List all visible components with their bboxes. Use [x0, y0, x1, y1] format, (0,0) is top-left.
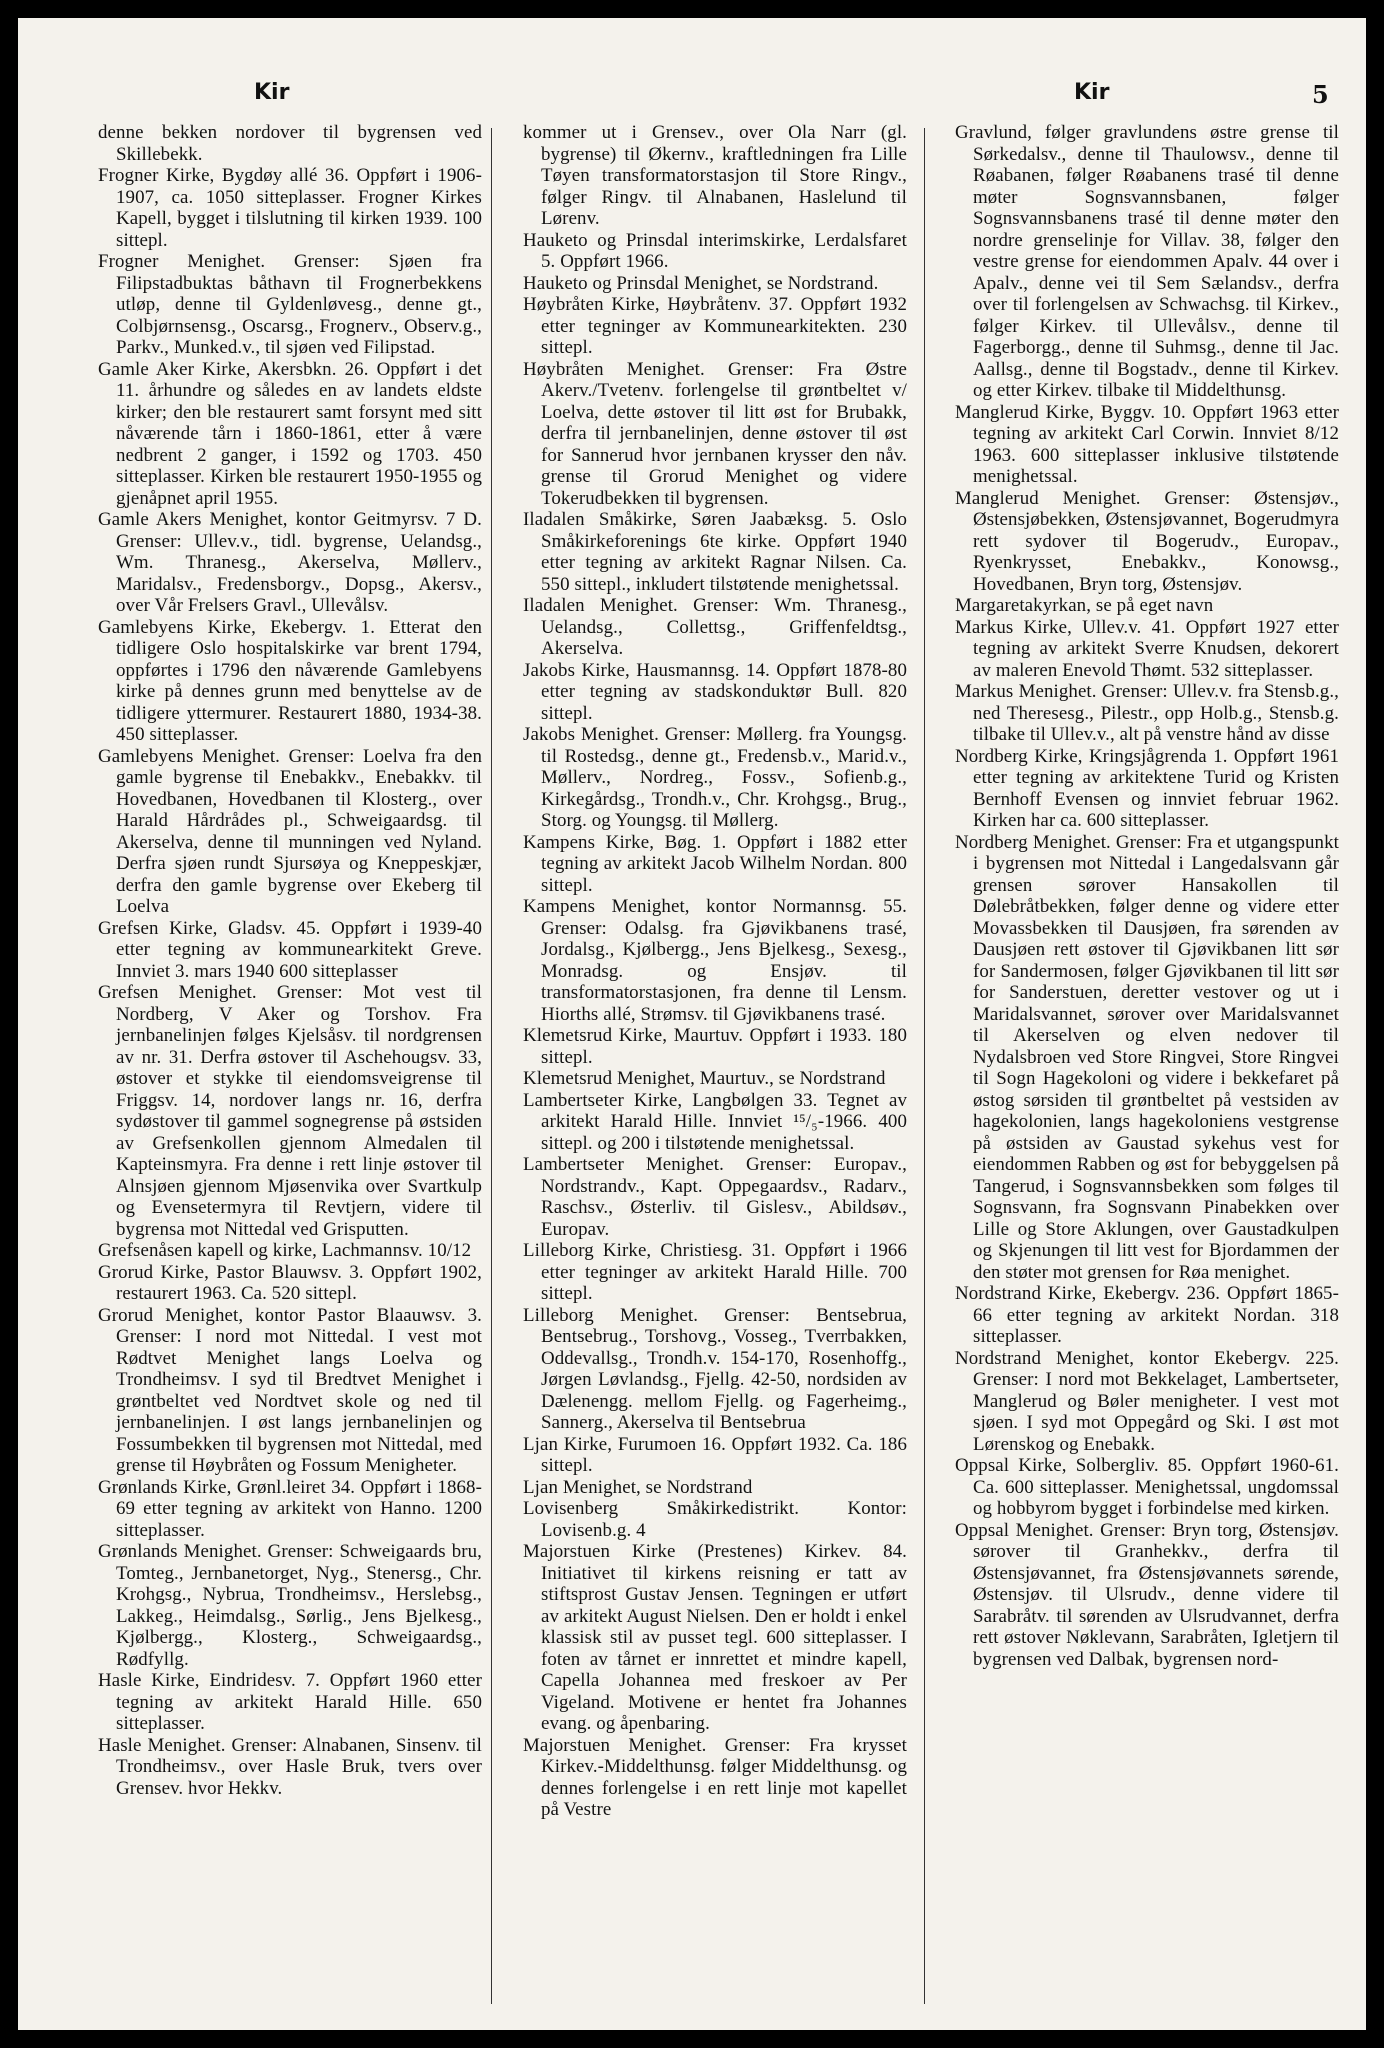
directory-entry: Kampens Menighet, kontor Normannsg. 55. Grenser: Odalsg. fra Gjøvikbanens trasé, Jordalsg., Kjølbergg., Jens Bjelkesg., Sexesg., Monradsg. og Ensjøv. til transformatorstasjonen, fra denne til Lensm. Hiorths allé, Strømsv. til Gjøvikbanens trasé. [523, 896, 907, 1025]
directory-entry: Markus Kirke, Ullev.v. 41. Oppført 1927 etter tegning av arkitekt Sverre Knudsen, dekorert av maleren Enevold Thømt. 532 sitteplasser. [955, 616, 1339, 681]
directory-entry: Oppsal Menighet. Grenser: Bryn torg, Østensjøv. sørover til Granhekkv., derfra til Østensjøvannet, fra Østensjøvannets sørende, Østensjøv. til Ulsrudv., denne videre til Sarabråtv. til sørenden av Ulsrudvannet, derfra rett østover Nøklevann, Sarabråten, Igletjern til bygrensen ved Dalbak, bygrensen nord- [955, 1519, 1339, 1670]
directory-entry: Grefsen Menighet. Grenser: Mot vest til Nordberg, V Aker og Torshov. Fra jernbanelinjen følges Kjelsåsv. til nordgrensen av nr. 31. Derfra østover til Aschehougsv. 33, østover et stykke til eiendomsveigrense til Friggsv. 14, nordover langs nr. 16, derfra sydøstover til gammel sognegrense på østsiden av Grefsenkollen gjennom Almedalen til Kapteinsmyra. Fra denne i rett linje østover til Alnsjøen gjennom Mjøsenvika over Svartkulp og Evensetermyra til Revtjern, videre til bygrensa mot Nittedal ved Grisputten. [98, 982, 482, 1240]
directory-entry: Manglerud Kirke, Byggv. 10. Oppført 1963 etter tegning av arkitekt Carl Corwin. Innviet 8/12 1963. 600 sitteplasser inklusive tilstøtende menighetssal. [955, 401, 1339, 487]
directory-entry: Manglerud Menighet. Grenser: Østensjøv., Østensjøbekken, Østensjøvannet, Bogerudmyra rett sydover til Bogerudv., Europav., Ryenkrysset, Enebakkv., Konowsg., Hovedbanen, Bryn torg, Østensjøv. [955, 487, 1339, 595]
directory-entry: Frogner Menighet. Grenser: Sjøen fra Filipstadbuktas båthavn til Frognerbekkens utløp, denne til Gyldenløvesg., denne gt., Colbjørnsensg., Oscarsg., Frognerv., Observ.g., Parkv., Munked.v., til sjøen ved Filipstad. [98, 251, 482, 358]
directory-entry: Nordstrand Menighet, kontor Ekebergv. 225. Grenser: I nord mot Bekkelaget, Lambertseter, Manglerud og Bøler menigheter. I vest mot sjøen. I syd mot Oppegård og Ski. I øst mot Lørenskog og Enebakk. [955, 1347, 1339, 1455]
directory-entry: Grefsenåsen kapell og kirke, Lachmannsv. 10/12 [98, 1240, 472, 1261]
directory-entry: Jakobs Menighet. Grenser: Møllerg. fra Youngsg. til Rostedsg., denne gt., Fredensb.v., Marid.v., Møllerv., Nordreg., Fossv., Sofienb.g., Kirkegårdsg., Trondh.v., Chr. Krohgsg., Brug., Storg. og Youngsg. til Møllerg. [523, 724, 907, 831]
directory-entry: Ljan Kirke, Furumoen 16. Oppført 1932. Ca. 186 sittepl. [523, 1433, 907, 1476]
directory-entry: Grorud Kirke, Pastor Blauwsv. 3. Oppført 1902, restaurert 1963. Ca. 520 sittepl. [98, 1261, 482, 1304]
directory-entry: Hasle Menighet. Grenser: Alnabanen, Sinsenv. til Trondheimsv., over Hasle Bruk, tvers over Grensev. hvor Hekkv. [98, 1734, 482, 1799]
directory-entry: Margaretakyrkan, se på eget navn [955, 595, 1214, 616]
directory-entry: Gamlebyens Menighet. Grenser: Loelva fra den gamle bygrense til Enebakkv., Enebakkv. til Hovedbanen, Hovedbanen til Klosterg., over Harald Hårdrådes pl., Schweigaardsg. til Akerselva, denne til munningen ved Nyland. Derfra sjøen rundt Sjursøya og Kneppeskjær, derfra den gamle bygrense over Ekeberg til Loelva [98, 745, 482, 917]
text-column-3 [955, 122, 1339, 2016]
directory-entry: Grefsen Kirke, Gladsv. 45. Oppført i 1939-40 etter tegning av kommunearkitekt Greve. Innviet 3. mars 1940 600 sitteplasser [98, 917, 482, 982]
directory-entry: Hauketo og Prinsdal Menighet, se Nordstrand. [523, 272, 879, 294]
directory-entry: Gravlund, følger gravlundens østre grense til Sørkedalsv., denne til Thaulowsv., denne til Røabanen, følger Røabanens trasé til denne møter Sognsvannsbanen, følger Sognsvannsbanens trasé til denne møter den nordre grenselinje for Villav. 38, følger den vestre grense for eiendommen Apalv. 44 over i Apalv., denne vei til Sem Sælandsv., derfra over til forlengelsen av Schwachsg. til Kirkev., følger Kirkev. til Ullevålsv., denne til Fagerborgg., denne til Suhmsg., denne til Jac. Aallsg., denne til Bogstadv., denne til Kirkev. og etter Kirkev. tilbake til Middelthunsg. [955, 122, 1339, 401]
directory-entry: Lovisenberg Småkirkedistrikt. Kontor: Lovisenb.g. 4 [523, 1498, 907, 1541]
directory-entry: Lilleborg Kirke, Christiesg. 31. Oppført i 1966 etter tegninger av arkitekt Harald Hille. 700 sittepl. [523, 1240, 907, 1304]
directory-entry: Klemetsrud Menighet, Maurtuv., se Nordstrand [523, 1068, 886, 1089]
directory-entry: Frogner Kirke, Bygdøy allé 36. Oppført i 1906-1907, ca. 1050 sitteplasser. Frogner Kirkes Kapell, bygget i tilslutning til kirken 1939. 100 sittepl. [98, 165, 482, 251]
directory-entry: Høybråten Menighet. Grenser: Fra Østre Akerv./Tvetenv. forlengelse til grøntbeltet v/ Loelva, dette østover til litt øst for Brubakk, derfra til jernbanelinjen, denne østover til øst for Sannerud hvor jernbanen krysser den nåv. grense til Grorud Menighet og videre Tokerudbekken til bygrensen. [523, 358, 907, 509]
page-number: 5 [1312, 80, 1329, 109]
directory-entry: Hasle Kirke, Eindridesv. 7. Oppført 1960 etter tegning av arkitekt Harald Hille. 650 sitteplasser. [98, 1670, 482, 1734]
directory-entry: Gamlebyens Kirke, Ekebergv. 1. Etterat den tidligere Oslo hospitalskirke var brent 1794, oppførtes i 1796 den nåværende Gamlebyens kirke på dennes grunn med benyttelse av de tidligere yttermurer. Restaurert 1880, 1934-38. 450 sitteplasser. [98, 616, 482, 745]
directory-entry: Majorstuen Kirke (Prestenes) Kirkev. 84. Initiativet til kirkens reisning er tatt av stiftsprost Gustav Jensen. Tegningen er utført av arkitekt August Nielsen. Den er holdt i enkel klassisk stil av pusset tegl. 600 sitteplasser. I foten av tårnet er innrettet et mindre kapell, Capella Johannea med freskoer av Per Vigeland. Motivene er hentet fra Johannes evang. og åpenbaring. [523, 1541, 907, 1734]
directory-page [18, 18, 1366, 2030]
directory-entry: Lambertseter Menighet. Grenser: Europav., Nordstrandv., Kapt. Oppegaardsv., Radarv., Raschsv., Østerliv. til Gislesv., Abildsøv., Europav. [523, 1154, 907, 1240]
text-column-1 [98, 122, 482, 2016]
directory-entry: kommer ut i Grensev., over Ola Narr (gl. bygrense) til Økernv., kraftledningen fra Lille Tøyen transformatorstasjon til Store Ringv., følger Ringv. til Alnabanen, Haslelund til Lørenv. [523, 122, 907, 229]
directory-entry: Majorstuen Menighet. Grenser: Fra krysset Kirkev.-Middelthunsg. følger Middelthunsg. og dennes forlengelse i en rett linje mot kapellet på Vestre [523, 1734, 907, 1820]
column-divider [924, 128, 925, 2004]
directory-entry: Iladalen Småkirke, Søren Jaabæksg. 5. Oslo Småkirkeforenings 6te kirke. Oppført 1940 etter tegning av arkitekt Ragnar Nilsen. Ca. 550 sittepl., inkludert tilstøtende menighetssal. [523, 509, 907, 595]
directory-entry: Grønlands Menighet. Grenser: Schweigaards bru, Tomteg., Jernbanetorget, Nyg., Stenersg., Chr. Krohgsg., Nybrua, Trondheimsv., Herslebsg., Lakkeg., Heimdalsg., Sørlig., Jens Bjelkesg., Kjølbergg., Klosterg., Schweigaardsg., Rødfyllg. [98, 1541, 482, 1670]
directory-entry: Iladalen Menighet. Grenser: Wm. Thranesg., Uelandsg., Collettsg., Griffenfeldtsg., Akerselva. [523, 595, 907, 659]
directory-entry: Jakobs Kirke, Hausmannsg. 14. Oppført 1878-80 etter tegning av stadskonduktør Bull. 820 sittepl. [523, 659, 907, 724]
directory-entry: Nordberg Kirke, Kringsjågrenda 1. Oppført 1961 etter tegning av arkitektene Turid og Kristen Bernhoff Evensen og innviet februar 1962. Kirken har ca. 600 sitteplasser. [955, 745, 1339, 831]
directory-entry: Grorud Menighet, kontor Pastor Blaauwsv. 3. Grenser: I nord mot Nittedal. I vest mot Rødtvet Menighet langs Loelva og Trondheimsv. I syd til Bredtvet Menighet i grøntbeltet ved Nordtvet skole og ned til jernbanelinjen. I øst langs jernbanelinjen og Fossumbekken til bygrensen mot Nittedal, med grense til Høybråten og Fossum Menigheter. [98, 1304, 482, 1476]
column-divider [491, 128, 492, 2004]
directory-entry: Lilleborg Menighet. Grenser: Bentsebrua, Bentsebrug., Torshovg., Vosseg., Tverrbakken, Oddevallsg., Trondh.v. 154-170, Rosenhoffg., Jørgen Løvlandsg., Fjellg. 42-50, nordsiden av Dælenengg. mellom Fjellg. og Fagerheimg., Sannerg., Akerselva til Bentsebrua [523, 1304, 907, 1433]
directory-entry: Lambertseter Kirke, Langbølgen 33. Tegnet av arkitekt Harald Hille. Innviet ¹⁵/₅-1966. 400 sittepl. og 200 i tilstøtende menighetssal. [523, 1089, 907, 1154]
directory-entry: Grønlands Kirke, Grønl.leiret 34. Oppført i 1868-69 etter tegning av arkitekt von Hanno. 1200 sitteplasser. [98, 1476, 482, 1541]
directory-entry: Nordberg Menighet. Grenser: Fra et utgangspunkt i bygrensen mot Nittedal i Langedalsvann går grensen sørover Hansakollen til Dølebråtbekken, følger denne og videre etter Movassbekken til Dausjøen, fra sørenden av Dausjøen rett østover til Gjøvikbanen litt sør for Sandermosen, følger Gjøvikbanen til litt sør for Sanderstuen, deretter vestover og ut i Maridalsvannet, sørover over Maridalsvannet til Akerselven og elven nedover til Nydalsbroen ved Store Ringvei, Store Ringvei til Sogn Hagekoloni og videre i bekkefaret på østog sørsiden til grøntbeltet på vestsiden av hagekolonien, langs hagekoloniens vestgrense på østsiden av Gaustad sykehus vest for eiendommen Rabben og øst for bebyggelsen på Tangerud, i Sognsvannsbekken som følges til Sognsvann, fra Sognsvann Pinabekken over Lille og Store Aklungen, over Gaustadkulpen og Skjenungen til litt vest for Bjordammen der den støter mot grensen for Røa menighet. [955, 831, 1339, 1283]
directory-entry: Gamle Akers Menighet, kontor Geitmyrsv. 7 D. Grenser: Ullev.v., tidl. bygrense, Uelandsg., Wm. Thranesg., Akerselva, Møllerv., Maridalsv., Fredensborgv., Dopsg., Akersv., over Vår Frelsers Gravl., Ullevålsv. [98, 509, 482, 616]
directory-entry: Klemetsrud Kirke, Maurtuv. Oppført i 1933. 180 sittepl. [523, 1025, 907, 1068]
running-header-right: Kir [1074, 80, 1110, 105]
directory-entry: Høybråten Kirke, Høybråtenv. 37. Oppført 1932 etter tegninger av Kommunearkitekten. 230 sittepl. [523, 294, 907, 358]
directory-entry: Kampens Kirke, Bøg. 1. Oppført i 1882 etter tegning av arkitekt Jacob Wilhelm Nordan. 800 sittepl. [523, 831, 907, 896]
directory-entry: Oppsal Kirke, Solbergliv. 85. Oppført 1960-61. Ca. 600 sitteplasser. Menighetssal, ungdomssal og hobbyrom bygget i forbindelse med kirken. [955, 1455, 1339, 1519]
directory-entry: Markus Menighet. Grenser: Ullev.v. fra Stensb.g., ned Theresesg., Pilestr., opp Holb.g., Stensb.g. tilbake til Ullev.v., alt på venstre hånd av disse [955, 681, 1339, 745]
directory-entry: Nordstrand Kirke, Ekebergv. 236. Oppført 1865-66 etter tegning av arkitekt Nordan. 318 sitteplasser. [955, 1283, 1339, 1347]
directory-entry: denne bekken nordover til bygrensen ved Skillebekk. [98, 122, 482, 165]
text-column-2 [523, 122, 907, 2016]
running-header-left: Kir [254, 80, 290, 105]
directory-entry: Ljan Menighet, se Nordstrand [523, 1476, 753, 1498]
directory-entry: Hauketo og Prinsdal interimskirke, Lerdalsfaret 5. Oppført 1966. [523, 229, 907, 272]
directory-entry: Gamle Aker Kirke, Akersbkn. 26. Oppført i det 11. århundre og således en av landets eldste kirker; den ble restaurert samt forsynt med sitt nåværende tårn i 1860-1861, etter å være nedbrent 2 ganger, i 1592 og 1703. 450 sitteplasser. Kirken ble restaurert 1950-1955 og gjenåpnet april 1955. [98, 358, 482, 509]
